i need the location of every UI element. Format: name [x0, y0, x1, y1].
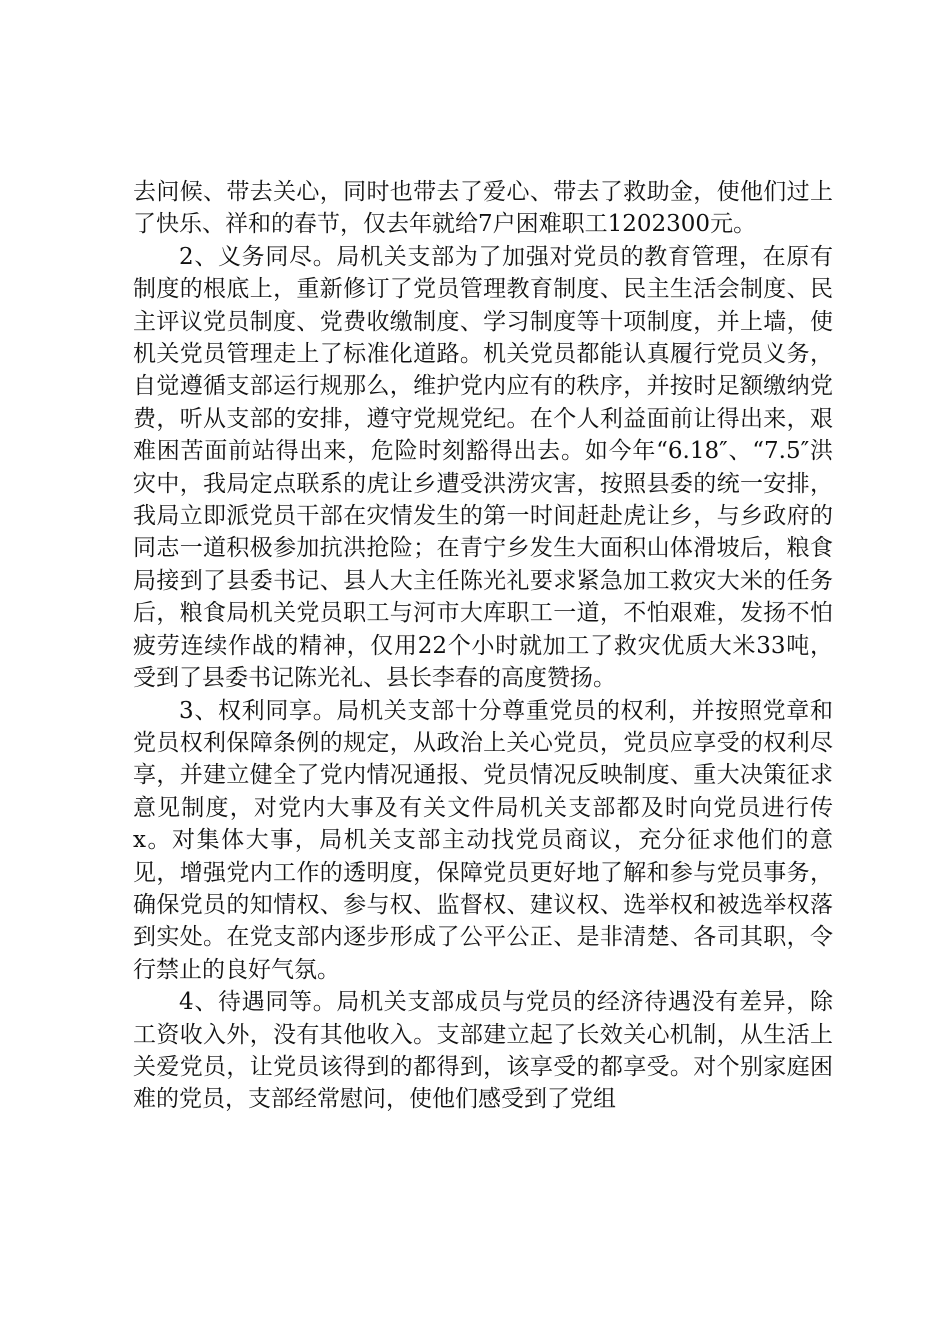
paragraph-2: 2、义务同尽。局机关支部为了加强对党员的教育管理，在原有制度的根底上，重新修订了党员管理教育制度、民主生活会制度、民主评议党员制度、党费收缴制度、学习制度等十项制度，并上墙，使机关党员管理走上了标准化道路。机关党员都能认真履行党员义务，自觉遵循支部运行规那么，维护党内应有的秩序，并按时足额缴纳党费，听从支部的安排，遵守党规党纪。在个人利益面前让得出来，艰难困苦面前站得出来，危险时刻豁得出去。如今年“6.18″、“7.5″洪灾中，我局定点联系的虎让乡遭受洪涝灾害，按照县委的统一安排，我局立即派党员干部在灾情发生的第一时间赶赴虎让乡，与乡政府的同志一道积极参加抗洪抢险；在青宁乡发生大面积山体滑坡后，粮食局接到了县委书记、县人大主任陈光礼要求紧急加工救灾大米的任务后，粮食局机关党员职工与河市大库职工一道，不怕艰难，发扬不怕疲劳连续作战的精神，仅用22个小时就加工了救灾优质大米33吨，受到了县委书记陈光礼、县长李春的高度赞扬。 — [133, 243, 833, 692]
paragraph-3: 3、权利同享。局机关支部十分尊重党员的权利，并按照党章和党员权利保障条例的规定，从政治上关心党员，党员应享受的权利尽享，并建立健全了党内情况通报、党员情况反映制度、重大决策征求意见制度，对党内大事及有关文件局机关支部都及时向党员进行传x。对集体大事，局机关支部主动找党员商议，充分征求他们的意见，增强党内工作的透明度，保障党员更好地了解和参与党员事务，确保党员的知情权、参与权、监督权、建议权、选举权和被选举权落到实处。在党支部内逐步形成了公平公正、是非清楚、各司其职，令行禁止的良好气氛。 — [133, 697, 833, 983]
paragraph-1: 去问候、带去关心，同时也带去了爱心、带去了救助金，使他们过上了快乐、祥和的春节，仅去年就给7户困难职工1202300元。 — [133, 179, 833, 238]
paragraph-4: 4、待遇同等。局机关支部成员与党员的经济待遇没有差异，除工资收入外，没有其他收入。支部建立起了长效关心机制，从生活上关爱党员，让党员该得到的都得到，该享受的都享受。对个别家庭困难的党员，支部经常慰问，使他们感受到了党组 — [133, 989, 833, 1113]
document-body — [133, 176, 833, 1116]
